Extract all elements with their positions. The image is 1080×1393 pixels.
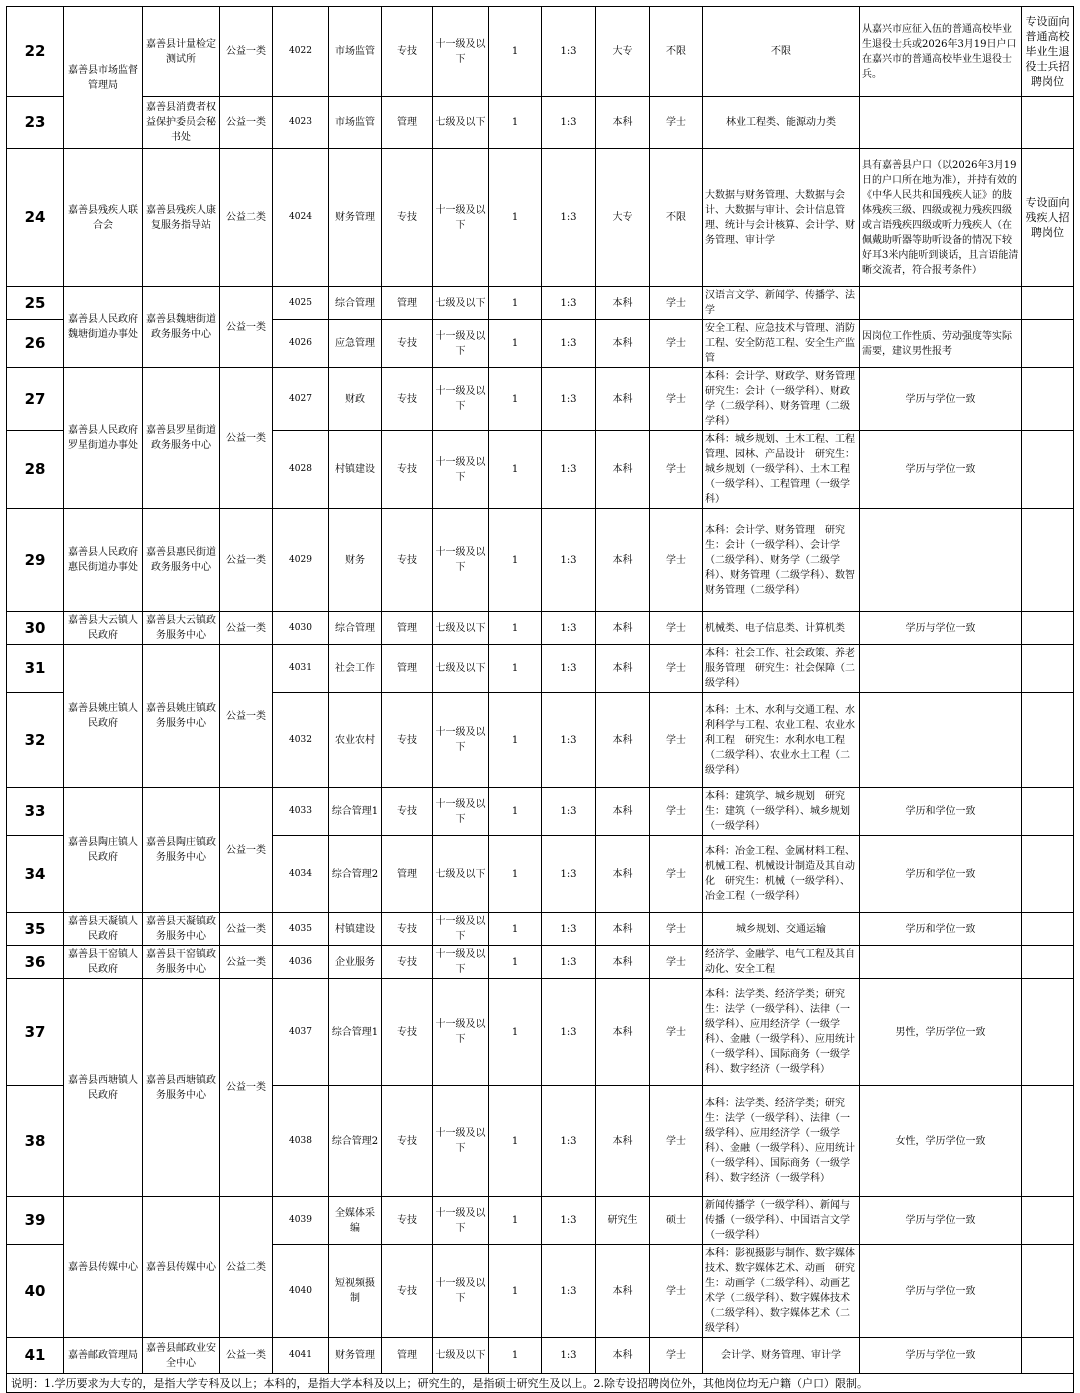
recruiting-unit: 嘉善县罗星街道政务服务中心 [143, 368, 220, 509]
education: 本科 [596, 693, 650, 788]
department: 嘉善县陶庄镇人民政府 [64, 788, 143, 913]
post-category: 管理 [382, 612, 433, 645]
table-row [7, 946, 1074, 979]
post-code: 4033 [273, 788, 329, 836]
unit-type: 公益一类 [220, 979, 273, 1197]
post-category: 专技 [382, 946, 433, 979]
table-row [7, 287, 1074, 320]
post-category: 管理 [382, 836, 433, 913]
post-name: 全媒体采编 [329, 1197, 382, 1245]
department: 嘉善县西塘镇人民政府 [64, 979, 143, 1197]
row-number: 29 [7, 509, 64, 612]
department: 嘉善县传媒中心 [64, 1197, 143, 1338]
row-number: 41 [7, 1338, 64, 1374]
degree: 学士 [650, 788, 703, 836]
recruitment-table [6, 6, 1074, 1393]
recruiting-unit: 嘉善县干窑镇政务服务中心 [143, 946, 220, 979]
post-name: 村镇建设 [329, 913, 382, 946]
headcount: 1 [489, 149, 542, 287]
post-level: 七级及以下 [433, 287, 489, 320]
post-code: 4029 [273, 509, 329, 612]
post-level: 十一级及以下 [433, 320, 489, 368]
education: 本科 [596, 913, 650, 946]
post-level: 七级及以下 [433, 97, 489, 149]
post-level: 十一级及以下 [433, 693, 489, 788]
exam-ratio: 1:3 [542, 645, 596, 693]
exam-ratio: 1:3 [542, 1245, 596, 1338]
other-requirement [860, 287, 1022, 320]
degree: 不限 [650, 149, 703, 287]
other-requirement: 学历与学位一致 [860, 1245, 1022, 1338]
headcount: 1 [489, 97, 542, 149]
post-code: 4025 [273, 287, 329, 320]
major-requirement: 本科：影视摄影与制作、数字媒体技术、数字媒体艺术、动画 研究生：动画学（二级学科）、动画艺术学（二级学科）、数字媒体技术（二级学科）、数字媒体艺术（二级学科） [703, 1245, 860, 1338]
post-category: 专技 [382, 693, 433, 788]
post-category: 管理 [382, 287, 433, 320]
post-level: 十一级及以下 [433, 149, 489, 287]
table-row [7, 97, 1074, 149]
unit-type: 公益一类 [220, 612, 273, 645]
recruiting-unit: 嘉善县残疾人康复服务指导站 [143, 149, 220, 287]
row-number: 39 [7, 1197, 64, 1245]
education: 本科 [596, 645, 650, 693]
row-number: 30 [7, 612, 64, 645]
other-requirement: 学历和学位一致 [860, 788, 1022, 836]
recruiting-unit: 嘉善县大云镇政务服务中心 [143, 612, 220, 645]
major-requirement: 本科：会计学、财务管理 研究生：会计（一级学科）、会计学（二级学科）、财务学（二级学科）、财务管理（二级学科）、数智财务管理（二级学科） [703, 509, 860, 612]
headcount: 1 [489, 1197, 542, 1245]
special-note [1022, 979, 1074, 1086]
exam-ratio: 1:3 [542, 7, 596, 97]
degree: 学士 [650, 693, 703, 788]
row-number: 28 [7, 431, 64, 509]
post-code: 4032 [273, 693, 329, 788]
education: 本科 [596, 368, 650, 431]
other-requirement: 学历与学位一致 [860, 431, 1022, 509]
unit-type: 公益一类 [220, 788, 273, 913]
post-category: 专技 [382, 7, 433, 97]
degree: 学士 [650, 97, 703, 149]
major-requirement: 经济学、金融学、电气工程及其自动化、安全工程 [703, 946, 860, 979]
education: 本科 [596, 1338, 650, 1374]
exam-ratio: 1:3 [542, 149, 596, 287]
department: 嘉善县干窑镇人民政府 [64, 946, 143, 979]
department: 嘉善县人民政府魏塘街道办事处 [64, 287, 143, 368]
special-note [1022, 1245, 1074, 1338]
post-name: 企业服务 [329, 946, 382, 979]
post-name: 综合管理1 [329, 788, 382, 836]
table-row [7, 7, 1074, 97]
unit-type: 公益一类 [220, 509, 273, 612]
post-level: 十一级及以下 [433, 7, 489, 97]
degree: 学士 [650, 946, 703, 979]
row-number: 36 [7, 946, 64, 979]
unit-type: 公益一类 [220, 287, 273, 368]
post-category: 专技 [382, 788, 433, 836]
education: 本科 [596, 788, 650, 836]
special-note [1022, 1338, 1074, 1374]
exam-ratio: 1:3 [542, 1086, 596, 1197]
other-requirement [860, 509, 1022, 612]
post-code: 4026 [273, 320, 329, 368]
post-name: 村镇建设 [329, 431, 382, 509]
department: 嘉善县市场监督管理局 [64, 7, 143, 149]
post-category: 管理 [382, 645, 433, 693]
exam-ratio: 1:3 [542, 946, 596, 979]
post-code: 4034 [273, 836, 329, 913]
exam-ratio: 1:3 [542, 612, 596, 645]
special-note [1022, 693, 1074, 788]
post-name: 综合管理1 [329, 979, 382, 1086]
post-level: 十一级及以下 [433, 1197, 489, 1245]
other-requirement: 学历与学位一致 [860, 1338, 1022, 1374]
exam-ratio: 1:3 [542, 913, 596, 946]
special-note [1022, 645, 1074, 693]
row-number: 32 [7, 693, 64, 788]
other-requirement [860, 645, 1022, 693]
row-number: 33 [7, 788, 64, 836]
major-requirement: 会计学、财务管理、审计学 [703, 1338, 860, 1374]
degree: 学士 [650, 287, 703, 320]
post-code: 4041 [273, 1338, 329, 1374]
special-note [1022, 788, 1074, 836]
exam-ratio: 1:3 [542, 368, 596, 431]
row-number: 23 [7, 97, 64, 149]
recruiting-unit: 嘉善县邮政业安全中心 [143, 1338, 220, 1374]
post-level: 七级及以下 [433, 836, 489, 913]
post-code: 4031 [273, 645, 329, 693]
post-category: 专技 [382, 431, 433, 509]
post-category: 专技 [382, 149, 433, 287]
major-requirement: 本科：城乡规划、土木工程、工程管理、园林、产品设计 研究生：城乡规划（一级学科）、土木工程（一级学科）、工程管理（一级学科） [703, 431, 860, 509]
department: 嘉善县人民政府惠民街道办事处 [64, 509, 143, 612]
exam-ratio: 1:3 [542, 320, 596, 368]
headcount: 1 [489, 693, 542, 788]
education: 本科 [596, 836, 650, 913]
post-name: 财务管理 [329, 149, 382, 287]
post-name: 短视频摄制 [329, 1245, 382, 1338]
recruiting-unit: 嘉善县惠民街道政务服务中心 [143, 509, 220, 612]
degree: 学士 [650, 836, 703, 913]
degree: 学士 [650, 320, 703, 368]
other-requirement: 学历与学位一致 [860, 612, 1022, 645]
degree: 学士 [650, 1086, 703, 1197]
post-code: 4037 [273, 979, 329, 1086]
row-number: 40 [7, 1245, 64, 1338]
table-row [7, 1338, 1074, 1374]
education: 本科 [596, 287, 650, 320]
post-name: 综合管理 [329, 287, 382, 320]
unit-type: 公益一类 [220, 368, 273, 509]
post-name: 市场监管 [329, 97, 382, 149]
headcount: 1 [489, 368, 542, 431]
special-note: 专设面向普通高校毕业生退役士兵招聘岗位 [1022, 7, 1074, 97]
exam-ratio: 1:3 [542, 979, 596, 1086]
major-requirement: 林业工程类、能源动力类 [703, 97, 860, 149]
post-level: 十一级及以下 [433, 509, 489, 612]
major-requirement: 本科：冶金工程、金属材料工程、机械工程、机械设计制造及其自动化 研究生：机械（一级学科）、冶金工程（一级学科） [703, 836, 860, 913]
other-requirement: 学历与学位一致 [860, 1197, 1022, 1245]
post-level: 十一级及以下 [433, 979, 489, 1086]
recruiting-unit: 嘉善县传媒中心 [143, 1197, 220, 1338]
exam-ratio: 1:3 [542, 509, 596, 612]
unit-type: 公益一类 [220, 97, 273, 149]
degree: 学士 [650, 509, 703, 612]
other-requirement: 具有嘉善县户口（以2026年3月19日的户口所在地为准），并持有效的《中华人民共和国残疾人证》的肢体残疾三级、四级或视力残疾四级或言语残疾四级或听力残疾人（在佩戴助听器等助听设备的情况下较好耳3米内能听到谈话，且言语能清晰交流者，符合报考条件） [860, 149, 1022, 287]
major-requirement: 本科：会计学、财政学、财务管理 研究生：会计（一级学科）、财政学（二级学科）、财务管理（二级学科） [703, 368, 860, 431]
special-note [1022, 431, 1074, 509]
exam-ratio: 1:3 [542, 836, 596, 913]
post-code: 4027 [273, 368, 329, 431]
post-category: 专技 [382, 509, 433, 612]
other-requirement [860, 693, 1022, 788]
unit-type: 公益一类 [220, 913, 273, 946]
headcount: 1 [489, 612, 542, 645]
post-category: 专技 [382, 368, 433, 431]
post-name: 社会工作 [329, 645, 382, 693]
special-note [1022, 612, 1074, 645]
other-requirement: 男性，学历学位一致 [860, 979, 1022, 1086]
department: 嘉善县姚庄镇人民政府 [64, 645, 143, 788]
row-number: 34 [7, 836, 64, 913]
special-note [1022, 287, 1074, 320]
post-code: 4022 [273, 7, 329, 97]
table-row [7, 979, 1074, 1086]
post-code: 4030 [273, 612, 329, 645]
education: 本科 [596, 946, 650, 979]
major-requirement: 不限 [703, 7, 860, 97]
footnote-row [7, 1374, 1074, 1393]
table-row [7, 1197, 1074, 1245]
other-requirement [860, 946, 1022, 979]
post-level: 七级及以下 [433, 645, 489, 693]
post-code: 4024 [273, 149, 329, 287]
post-level: 十一级及以下 [433, 1086, 489, 1197]
post-level: 七级及以下 [433, 612, 489, 645]
post-category: 管理 [382, 97, 433, 149]
recruiting-unit: 嘉善县天凝镇政务服务中心 [143, 913, 220, 946]
major-requirement: 机械类、电子信息类、计算机类 [703, 612, 860, 645]
table-row [7, 368, 1074, 431]
recruiting-unit: 嘉善县西塘镇政务服务中心 [143, 979, 220, 1197]
major-requirement: 本科：土木、水利与交通工程、水利科学与工程、农业工程、农业水利工程 研究生：水利水电工程（二级学科）、农业水土工程（二级学科） [703, 693, 860, 788]
degree: 学士 [650, 368, 703, 431]
headcount: 1 [489, 946, 542, 979]
post-name: 综合管理2 [329, 1086, 382, 1197]
other-requirement: 从嘉兴市应征入伍的普通高校毕业生退役士兵或2026年3月19日户口在嘉兴市的普通高校毕业生退役士兵。 [860, 7, 1022, 97]
headcount: 1 [489, 645, 542, 693]
headcount: 1 [489, 287, 542, 320]
table-row [7, 788, 1074, 836]
major-requirement: 汉语言文学、新闻学、传播学、法学 [703, 287, 860, 320]
department: 嘉善县人民政府罗星街道办事处 [64, 368, 143, 509]
exam-ratio: 1:3 [542, 97, 596, 149]
row-number: 27 [7, 368, 64, 431]
special-note: 专设面向残疾人招聘岗位 [1022, 149, 1074, 287]
post-category: 专技 [382, 320, 433, 368]
education: 大专 [596, 149, 650, 287]
special-note [1022, 368, 1074, 431]
post-category: 管理 [382, 1338, 433, 1374]
department: 嘉善县天凝镇人民政府 [64, 913, 143, 946]
headcount: 1 [489, 320, 542, 368]
recruiting-unit: 嘉善县魏塘街道政务服务中心 [143, 287, 220, 368]
other-requirement: 女性，学历学位一致 [860, 1086, 1022, 1197]
post-level: 十一级及以下 [433, 1245, 489, 1338]
degree: 硕士 [650, 1197, 703, 1245]
degree: 学士 [650, 1245, 703, 1338]
recruiting-unit: 嘉善县姚庄镇政务服务中心 [143, 645, 220, 788]
special-note [1022, 509, 1074, 612]
special-note [1022, 836, 1074, 913]
post-name: 农业农村 [329, 693, 382, 788]
row-number: 38 [7, 1086, 64, 1197]
education: 本科 [596, 431, 650, 509]
other-requirement: 学历和学位一致 [860, 836, 1022, 913]
table-row [7, 645, 1074, 693]
exam-ratio: 1:3 [542, 287, 596, 320]
major-requirement: 本科：法学类、经济学类；研究生：法学（一级学科）、法律（一级学科）、应用经济学（一级学科）、金融（一级学科）、应用统计（一级学科）、国际商务（一级学科）、数字经济（一级学科） [703, 1086, 860, 1197]
post-category: 专技 [382, 913, 433, 946]
post-level: 十一级及以下 [433, 788, 489, 836]
education: 本科 [596, 612, 650, 645]
row-number: 24 [7, 149, 64, 287]
major-requirement: 本科：建筑学、城乡规划 研究生：建筑（一级学科）、城乡规划（一级学科） [703, 788, 860, 836]
education: 本科 [596, 509, 650, 612]
unit-type: 公益一类 [220, 7, 273, 97]
major-requirement: 大数据与财务管理、大数据与会计、大数据与审计、会计信息管理、统计与会计核算、会计学、财务管理、审计学 [703, 149, 860, 287]
row-number: 31 [7, 645, 64, 693]
exam-ratio: 1:3 [542, 431, 596, 509]
post-name: 应急管理 [329, 320, 382, 368]
degree: 学士 [650, 979, 703, 1086]
table-row [7, 913, 1074, 946]
unit-type: 公益二类 [220, 149, 273, 287]
post-category: 专技 [382, 1086, 433, 1197]
post-code: 4040 [273, 1245, 329, 1338]
unit-type: 公益二类 [220, 1197, 273, 1338]
special-note [1022, 1197, 1074, 1245]
headcount: 1 [489, 7, 542, 97]
post-code: 4035 [273, 913, 329, 946]
post-name: 财政 [329, 368, 382, 431]
headcount: 1 [489, 1245, 542, 1338]
post-name: 市场监管 [329, 7, 382, 97]
special-note [1022, 320, 1074, 368]
headcount: 1 [489, 979, 542, 1086]
exam-ratio: 1:3 [542, 693, 596, 788]
headcount: 1 [489, 788, 542, 836]
headcount: 1 [489, 1338, 542, 1374]
special-note [1022, 97, 1074, 149]
exam-ratio: 1:3 [542, 1197, 596, 1245]
recruiting-unit: 嘉善县消费者权益保护委员会秘书处 [143, 97, 220, 149]
post-category: 专技 [382, 1197, 433, 1245]
department: 嘉善县大云镇人民政府 [64, 612, 143, 645]
post-category: 专技 [382, 979, 433, 1086]
footnote: 说明：1.学历要求为大专的，是指大学专科及以上；本科的，是指大学本科及以上；研究生的，是指硕士研究生及以上。2.除专设招聘岗位外，其他岗位均无户籍（户口）限制。 [7, 1374, 1074, 1393]
post-code: 4028 [273, 431, 329, 509]
department: 嘉善邮政管理局 [64, 1338, 143, 1374]
exam-ratio: 1:3 [542, 788, 596, 836]
education: 本科 [596, 979, 650, 1086]
row-number: 26 [7, 320, 64, 368]
other-requirement [860, 97, 1022, 149]
headcount: 1 [489, 913, 542, 946]
headcount: 1 [489, 509, 542, 612]
post-level: 十一级及以下 [433, 431, 489, 509]
education: 研究生 [596, 1197, 650, 1245]
degree: 不限 [650, 7, 703, 97]
major-requirement: 新闻传播学（一级学科）、新闻与传播（一级学科）、中国语言文学（一级学科） [703, 1197, 860, 1245]
post-level: 十一级及以下 [433, 946, 489, 979]
row-number: 25 [7, 287, 64, 320]
post-level: 七级及以下 [433, 1338, 489, 1374]
unit-type: 公益一类 [220, 946, 273, 979]
exam-ratio: 1:3 [542, 1338, 596, 1374]
other-requirement: 因岗位工作性质、劳动强度等实际需要，建议男性报考 [860, 320, 1022, 368]
major-requirement: 安全工程、应急技术与管理、消防工程、安全防范工程、安全生产监管 [703, 320, 860, 368]
row-number: 35 [7, 913, 64, 946]
post-code: 4039 [273, 1197, 329, 1245]
post-name: 综合管理2 [329, 836, 382, 913]
special-note [1022, 1086, 1074, 1197]
degree: 学士 [650, 612, 703, 645]
table-row [7, 612, 1074, 645]
other-requirement: 学历和学位一致 [860, 913, 1022, 946]
education: 本科 [596, 1086, 650, 1197]
special-note [1022, 946, 1074, 979]
row-number: 37 [7, 979, 64, 1086]
education: 大专 [596, 7, 650, 97]
unit-type: 公益一类 [220, 1338, 273, 1374]
education: 本科 [596, 1245, 650, 1338]
table-row [7, 509, 1074, 612]
degree: 学士 [650, 431, 703, 509]
education: 本科 [596, 320, 650, 368]
headcount: 1 [489, 836, 542, 913]
recruiting-unit: 嘉善县计量检定测试所 [143, 7, 220, 97]
post-category: 专技 [382, 1245, 433, 1338]
education: 本科 [596, 97, 650, 149]
major-requirement: 城乡规划、交通运输 [703, 913, 860, 946]
special-note [1022, 913, 1074, 946]
post-name: 财务 [329, 509, 382, 612]
post-level: 十一级及以下 [433, 913, 489, 946]
table-row [7, 149, 1074, 287]
other-requirement: 学历与学位一致 [860, 368, 1022, 431]
post-level: 十一级及以下 [433, 368, 489, 431]
post-name: 财务管理 [329, 1338, 382, 1374]
major-requirement: 本科：社会工作、社会政策、养老服务管理 研究生：社会保障（二级学科） [703, 645, 860, 693]
degree: 学士 [650, 913, 703, 946]
row-number: 22 [7, 7, 64, 97]
post-name: 综合管理 [329, 612, 382, 645]
degree: 学士 [650, 1338, 703, 1374]
major-requirement: 本科：法学类、经济学类；研究生：法学（一级学科）、法律（一级学科）、应用经济学（一级学科）、金融（一级学科）、应用统计（一级学科）、国际商务（一级学科）、数字经济（一级学科） [703, 979, 860, 1086]
headcount: 1 [489, 1086, 542, 1197]
unit-type: 公益一类 [220, 645, 273, 788]
post-code: 4023 [273, 97, 329, 149]
degree: 学士 [650, 645, 703, 693]
post-code: 4036 [273, 946, 329, 979]
headcount: 1 [489, 431, 542, 509]
department: 嘉善县残疾人联合会 [64, 149, 143, 287]
recruiting-unit: 嘉善县陶庄镇政务服务中心 [143, 788, 220, 913]
post-code: 4038 [273, 1086, 329, 1197]
